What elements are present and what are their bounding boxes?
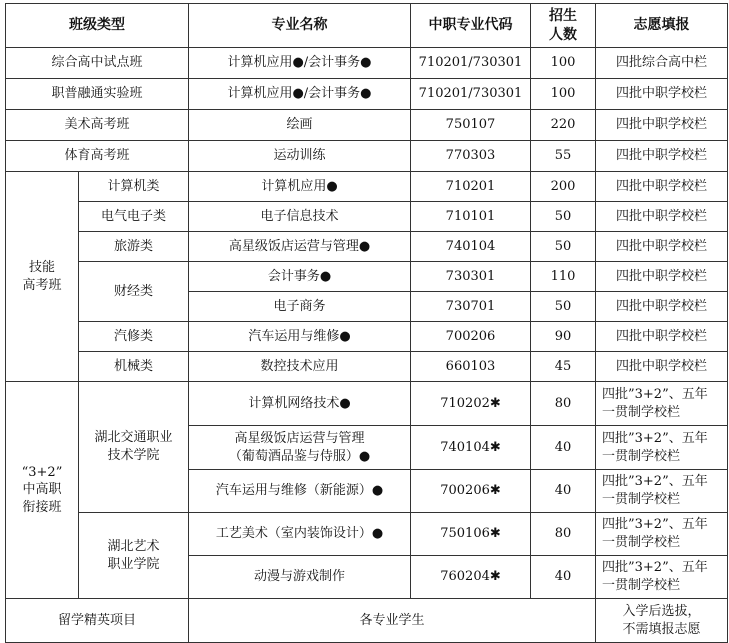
table-row — [6, 382, 728, 426]
vol-cell: 四批中职学校栏 — [596, 202, 728, 232]
major-cell: 计算机网络技术● — [189, 382, 411, 426]
class-type-cell: 美术高考班 — [6, 110, 189, 141]
code-cell: 710101 — [411, 202, 531, 232]
num-cell: 80 — [531, 513, 596, 556]
code-cell: 750107 — [411, 110, 531, 141]
num-cell: 100 — [531, 79, 596, 110]
table-row — [6, 599, 728, 643]
major-cell: 数控技术应用 — [189, 352, 411, 382]
vol-cell: 四批”3+2”、五年 一贯制学校栏 — [596, 382, 728, 426]
header-class-type: 班级类型 — [6, 4, 189, 48]
num-cell: 55 — [531, 141, 596, 172]
header-major-name: 专业名称 — [189, 4, 411, 48]
code-cell: 700206 — [411, 322, 531, 352]
code-cell: 740104✱ — [411, 426, 531, 470]
header-enrollment: 招生 人数 — [531, 4, 596, 48]
category-cell: 计算机类 — [79, 172, 189, 202]
table-row — [6, 202, 728, 232]
vol-cell: 四批”3+2”、五年 一贯制学校栏 — [596, 513, 728, 556]
vol-cell: 四批中职学校栏 — [596, 352, 728, 382]
category-cell: 旅游类 — [79, 232, 189, 262]
num-cell: 50 — [531, 202, 596, 232]
table-row — [6, 352, 728, 382]
school-cell: 湖北艺术 职业学院 — [79, 513, 189, 599]
table-row — [6, 172, 728, 202]
vol-cell: 四批中职学校栏 — [596, 232, 728, 262]
category-cell: 汽修类 — [79, 322, 189, 352]
code-cell: 770303 — [411, 141, 531, 172]
vol-cell: 四批综合高中栏 — [596, 48, 728, 79]
threetwo-class-label: “3+2” 中高职 衔接班 — [6, 382, 79, 599]
vol-cell: 入学后选拔， 不需填报志愿 — [596, 599, 728, 643]
major-cell: 汽车运用与维修● — [189, 322, 411, 352]
num-cell: 50 — [531, 232, 596, 262]
num-cell: 40 — [531, 470, 596, 513]
code-cell: 710201/730301 — [411, 79, 531, 110]
code-cell: 750106✱ — [411, 513, 531, 556]
major-cell: 电子信息技术 — [189, 202, 411, 232]
vol-cell: 四批中职学校栏 — [596, 141, 728, 172]
enrollment-table — [5, 3, 728, 643]
num-cell: 45 — [531, 352, 596, 382]
num-cell: 50 — [531, 292, 596, 322]
major-cell: 高星级饭店运营与管理 （葡萄酒品鉴与侍服）● — [189, 426, 411, 470]
code-cell: 710201 — [411, 172, 531, 202]
class-type-cell: 留学精英项目 — [6, 599, 189, 643]
code-cell: 730301 — [411, 262, 531, 292]
major-cell: 工艺美术（室内装饰设计）● — [189, 513, 411, 556]
code-cell: 730701 — [411, 292, 531, 322]
major-cell: 会计事务● — [189, 262, 411, 292]
major-cell: 高星级饭店运营与管理● — [189, 232, 411, 262]
major-cell: 动漫与游戏制作 — [189, 556, 411, 599]
vol-cell: 四批中职学校栏 — [596, 172, 728, 202]
header-major-code: 中职专业代码 — [411, 4, 531, 48]
vol-cell: 四批”3+2”、五年 一贯制学校栏 — [596, 426, 728, 470]
class-type-cell: 综合高中试点班 — [6, 48, 189, 79]
table-row — [6, 262, 728, 292]
category-cell: 机械类 — [79, 352, 189, 382]
num-cell: 40 — [531, 426, 596, 470]
major-cell: 汽车运用与维修（新能源）● — [189, 470, 411, 513]
num-cell: 200 — [531, 172, 596, 202]
num-cell: 110 — [531, 262, 596, 292]
vol-cell: 四批”3+2”、五年 一贯制学校栏 — [596, 556, 728, 599]
vol-cell: 四批中职学校栏 — [596, 110, 728, 141]
class-type-cell: 体育高考班 — [6, 141, 189, 172]
num-cell: 90 — [531, 322, 596, 352]
vol-cell: 四批”3+2”、五年 一贯制学校栏 — [596, 470, 728, 513]
major-cell: 计算机应用●/会计事务● — [189, 79, 411, 110]
table-row — [6, 513, 728, 556]
code-cell: 660103 — [411, 352, 531, 382]
code-cell: 710202✱ — [411, 382, 531, 426]
num-cell: 40 — [531, 556, 596, 599]
vol-cell: 四批中职学校栏 — [596, 322, 728, 352]
category-cell: 财经类 — [79, 262, 189, 322]
major-cell: 计算机应用● — [189, 172, 411, 202]
num-cell: 100 — [531, 48, 596, 79]
code-cell: 740104 — [411, 232, 531, 262]
major-cell: 运动训练 — [189, 141, 411, 172]
table-row — [6, 141, 728, 172]
table-row — [6, 232, 728, 262]
vol-cell: 四批中职学校栏 — [596, 292, 728, 322]
major-cell: 绘画 — [189, 110, 411, 141]
table-row — [6, 79, 728, 110]
table-row — [6, 110, 728, 141]
header-volunteer: 志愿填报 — [596, 4, 728, 48]
vol-cell: 四批中职学校栏 — [596, 79, 728, 110]
table-row — [6, 322, 728, 352]
code-cell: 760204✱ — [411, 556, 531, 599]
code-cell: 710201/730301 — [411, 48, 531, 79]
major-cell: 电子商务 — [189, 292, 411, 322]
major-cell: 计算机应用●/会计事务● — [189, 48, 411, 79]
class-type-cell: 职普融通实验班 — [6, 79, 189, 110]
vol-cell: 四批中职学校栏 — [596, 262, 728, 292]
skill-class-label: 技能 高考班 — [6, 172, 79, 382]
num-cell: 80 — [531, 382, 596, 426]
table-row — [6, 48, 728, 79]
code-cell: 700206✱ — [411, 470, 531, 513]
major-cell: 各专业学生 — [189, 599, 596, 643]
school-cell: 湖北交通职业 技术学院 — [79, 382, 189, 513]
num-cell: 220 — [531, 110, 596, 141]
category-cell: 电气电子类 — [79, 202, 189, 232]
header-row — [6, 4, 728, 48]
